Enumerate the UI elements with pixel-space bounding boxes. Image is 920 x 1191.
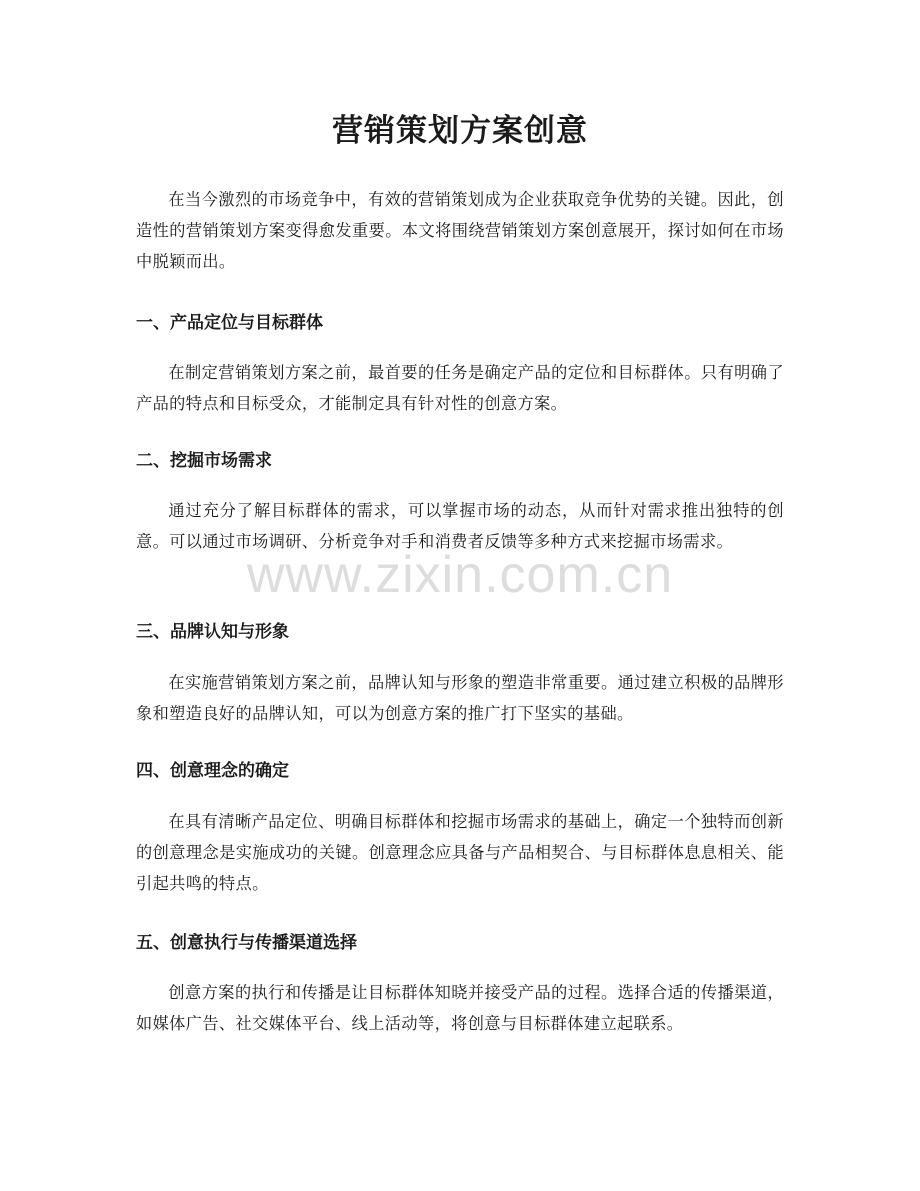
section-heading-3: 三、品牌认知与形象 bbox=[136, 622, 289, 642]
watermark-text: www.zixin.com.cn bbox=[246, 546, 674, 604]
section-body-1: 在制定营销策划方案之前，最首要的任务是确定产品的定位和目标群体。只有明确了产品的特点和目标受众，才能制定具有针对性的创意方案。 bbox=[136, 363, 784, 413]
page-title: 营销策划方案创意 bbox=[332, 113, 588, 149]
section-body-5: 创意方案的执行和传播是让目标群体知晓并接受产品的过程。选择合适的传播渠道，如媒体广告、社交媒体平台、线上活动等，将创意与目标群体建立起联系。 bbox=[136, 983, 784, 1033]
section-heading-1: 一、产品定位与目标群体 bbox=[136, 313, 323, 333]
section-body-4: 在具有清晰产品定位、明确目标群体和挖掘市场需求的基础上，确定一个独特而创新的创意理念是实施成功的关键。创意理念应具备与产品相契合、与目标群体息息相关、能引起共鸣的特点。 bbox=[136, 812, 784, 893]
section-body-2: 通过充分了解目标群体的需求，可以掌握市场的动态，从而针对需求推出独特的创意。可以通过市场调研、分析竞争对手和消费者反馈等多种方式来挖掘市场需求。 bbox=[136, 501, 784, 551]
section-heading-5: 五、创意执行与传播渠道选择 bbox=[136, 933, 357, 953]
section-heading-2: 二、挖掘市场需求 bbox=[136, 451, 272, 471]
section-heading-4: 四、创意理念的确定 bbox=[136, 761, 289, 781]
intro-paragraph: 在当今激烈的市场竞争中，有效的营销策划成为企业获取竞争优势的关键。因此，创造性的营销策划方案变得愈发重要。本文将围绕营销策划方案创意展开，探讨如何在市场中脱颖而出。 bbox=[136, 190, 784, 271]
section-body-3: 在实施营销策划方案之前，品牌认知与形象的塑造非常重要。通过建立积极的品牌形象和塑造良好的品牌认知，可以为创意方案的推广打下坚实的基础。 bbox=[136, 673, 784, 723]
